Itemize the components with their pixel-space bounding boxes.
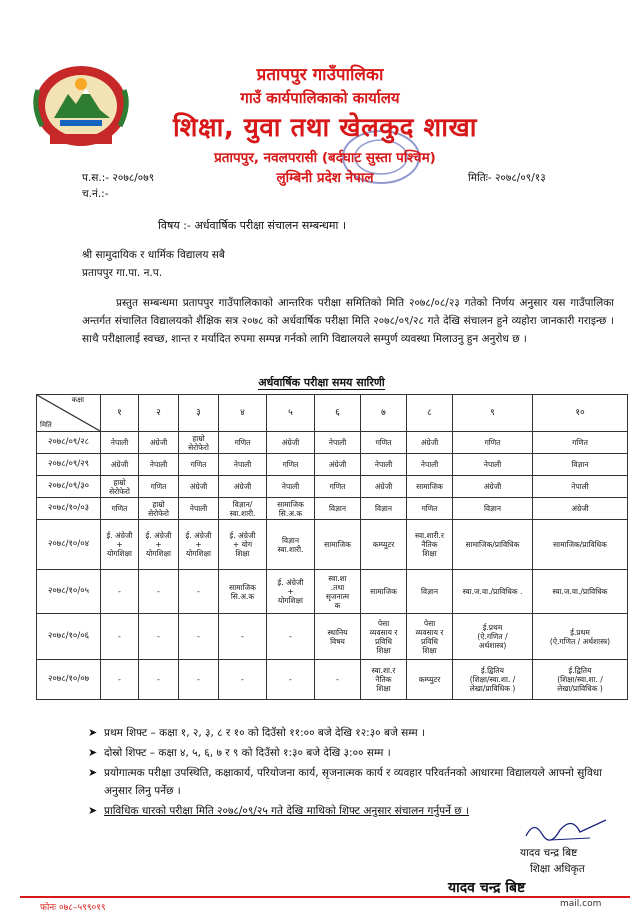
subject-cell: नेपाली [533, 476, 628, 498]
subject-cell: अंग्रेजी [407, 432, 453, 454]
subject-cell: सामाजिक [315, 520, 361, 570]
subject-cell: नेपाली [139, 454, 179, 476]
subject-cell: स्वा.शा.र नैतिक शिक्षा [361, 660, 407, 700]
signer-post: शिक्षा अधिकृत [530, 863, 585, 875]
grade-header: ८ [407, 395, 453, 432]
table-row [37, 570, 628, 614]
date-cell: २०७८/१०/०४ [37, 520, 101, 570]
date-axis-label: मिति [40, 421, 52, 429]
stamp-name: यादव चन्द्र बिष्ट [448, 880, 526, 896]
subject-cell: विज्ञान/ स्वा.शारी. [219, 498, 267, 520]
note-item: ➤ दोस्रो शिफ्ट – कक्षा ४, ५, ६, ७ र ९ को दिउँसो १:३० बजे देखि ३:०० सम्म । [88, 744, 618, 762]
subject-cell: हाम्रो सेरोफेरो [179, 432, 219, 454]
subject-cell: अंग्रेजी [101, 454, 139, 476]
table-header-row [37, 395, 628, 432]
subject-cell: अंग्रेजी [267, 432, 315, 454]
signer-name: यादव चन्द्र बिष्ट [520, 847, 578, 859]
addressee-line-1: श्री सामुदायिक र धार्मिक विद्यालय सबै [82, 249, 225, 261]
header-municipality: प्रतापपुर गाउँपालिका [256, 65, 384, 85]
grade-header: ९ [453, 395, 533, 432]
date-cell: २०७८/१०/०५ [37, 570, 101, 614]
subject-cell: गणित [179, 454, 219, 476]
subject-cell: पेसा व्यवसाय र प्रविधि शिक्षा [361, 614, 407, 660]
subject-cell: अंग्रेजी [219, 476, 267, 498]
subject-cell: गणित [533, 432, 628, 454]
subject-cell: विज्ञान [361, 498, 407, 520]
subject-cell: सामाजिक [361, 570, 407, 614]
subject-cell: स्वा.ज.वा./प्राविधिक [533, 570, 628, 614]
subject-cell: ई.द्वितिय (शिक्षा/स्वा.शा. / लेखा/प्राविधिक ) [453, 660, 533, 700]
subject-cell: नेपाली [101, 432, 139, 454]
subject-cell: नेपाली [315, 432, 361, 454]
table-row [37, 498, 628, 520]
subject-cell: सामाजिक सि.अ.क [219, 570, 267, 614]
table-row [37, 614, 628, 660]
handwritten-signature-icon [520, 810, 610, 848]
note-item: ➤ प्रथम शिफ्ट – कक्षा १, २, ३, ८ र १० को दिउँसो ११:०० बजे देखि १२:३० बजे सम्म । [88, 724, 618, 742]
note-item: ➤ प्राविधिक धारको परीक्षा मिति २०७८/०९/२५ गते देखि माथिको शिफ्ट अनुसार संचालन गर्नुपर्ने छ । [88, 802, 618, 820]
municipality-logo-icon [30, 60, 132, 152]
subject-cell: - [267, 660, 315, 700]
subject-cell: स्थानिय विषय [315, 614, 361, 660]
table-row [37, 432, 628, 454]
subject-cell: - [267, 614, 315, 660]
subject-cell: स्वा.शारी.र नैतिक शिक्षा [407, 520, 453, 570]
subject-cell: नेपाली [361, 454, 407, 476]
subject-cell: - [139, 570, 179, 614]
subject-cell: ई. अंग्रेजी + योगशिक्षा [101, 520, 139, 570]
subject-cell: कम्प्युटर [407, 660, 453, 700]
grade-header: २ [139, 395, 179, 432]
subject-cell: गणित [139, 476, 179, 498]
grade-axis-label: कक्षा [71, 396, 84, 404]
subject-cell: अंग्रेजी [315, 454, 361, 476]
dispatch-number: च.नं.:- [82, 188, 109, 200]
table-row [37, 660, 628, 700]
subject-cell: - [139, 614, 179, 660]
subject-cell: गणित [453, 432, 533, 454]
subject-cell: ई.प्रथम (ऐ.गणित / अर्थशास्त्र) [453, 614, 533, 660]
subject-cell: स्वा.शा .तथा सृजनात्म क [315, 570, 361, 614]
subject-cell: कम्प्युटर [361, 520, 407, 570]
subject-cell: सामाजिक/प्राविधिक [533, 520, 628, 570]
subject-cell: गणित [101, 498, 139, 520]
subject-cell: ई.प्रथम (ऐ.गणित / अर्थशास्त्र) [533, 614, 628, 660]
table-row [37, 476, 628, 498]
subject-cell: स्वा.ज.वा./प्राविधिक . [453, 570, 533, 614]
arrow-bullet-icon: ➤ [88, 766, 98, 779]
date-cell: २०७८/१०/०३ [37, 498, 101, 520]
subject-cell: - [139, 660, 179, 700]
grade-header: ५ [267, 395, 315, 432]
schedule-title: अर्धवार्षिक परीक्षा समय सारिणी [258, 376, 385, 389]
grade-header: १ [101, 395, 139, 432]
subject-cell: गणित [219, 432, 267, 454]
subject-cell: नेपाली [179, 498, 219, 520]
subject-cell: गणित [361, 432, 407, 454]
subject-cell: हाम्रो सेरोफेरो [139, 498, 179, 520]
subject-cell: सामाजिक [407, 476, 453, 498]
corner-header-cell [37, 395, 101, 432]
subject-cell: विज्ञान स्वा.शारी. [267, 520, 315, 570]
footer-email: mail.com [560, 899, 602, 909]
subject-cell: अंग्रेजी [139, 432, 179, 454]
subject-cell: - [101, 660, 139, 700]
subject-cell: ई.द्वितिय (शिक्षा/स्वा.शा. / लेखा/प्राविधिक ) [533, 660, 628, 700]
subject-cell: ई. अंग्रेजी + योगशिक्षा [139, 520, 179, 570]
subject-cell: - [179, 570, 219, 614]
subject-cell: ई. अंग्रेजी + योगशिक्षा [179, 520, 219, 570]
grade-header: ४ [219, 395, 267, 432]
subject-cell: - [101, 570, 139, 614]
subject-cell: गणित [407, 498, 453, 520]
subject-cell: विज्ञान [315, 498, 361, 520]
subject-cell: अंग्रेजी [361, 476, 407, 498]
header-office: गाउँ कार्यपालिकाको कार्यालय [240, 89, 400, 107]
footer-rule [20, 896, 630, 898]
subject-cell: अंग्रेजी [453, 476, 533, 498]
subject-cell: अंग्रेजी [533, 498, 628, 520]
subject-cell: अंग्रेजी [179, 476, 219, 498]
subject-cell: - [179, 660, 219, 700]
subject-cell: ई. अंग्रेजी + योग शिक्षा [219, 520, 267, 570]
reference-number: प.स.:- २०७८/०७९ [82, 172, 155, 184]
subject-cell: सामाजिक सि.अ.क [267, 498, 315, 520]
subject-cell: नेपाली [407, 454, 453, 476]
footer-phone: फोनः ०७८–५९९०१९ [40, 903, 106, 913]
arrow-bullet-icon: ➤ [88, 746, 98, 759]
subject-cell: नेपाली [267, 476, 315, 498]
date-cell: २०७८/१०/०७ [37, 660, 101, 700]
subject-cell: - [101, 614, 139, 660]
grade-header: ६ [315, 395, 361, 432]
grade-header: ७ [361, 395, 407, 432]
subject-cell: नेपाली [453, 454, 533, 476]
subject-cell: - [315, 660, 361, 700]
subject-cell: - [219, 614, 267, 660]
subject-cell: ई. अंग्रेजी + योगशिक्षा [267, 570, 315, 614]
date-cell: २०७८/०९/३० [37, 476, 101, 498]
header-province: लुम्बिनी प्रदेश नेपाल [276, 170, 374, 186]
subject-cell: विज्ञान [453, 498, 533, 520]
subject-cell: विज्ञान [407, 570, 453, 614]
subject-cell: नेपाली [219, 454, 267, 476]
header-address: प्रतापपुर, नवलपरासी (बर्दघाट सुस्ता पश्चिम) [214, 150, 436, 166]
arrow-bullet-icon: ➤ [88, 804, 98, 817]
subject-cell: - [179, 614, 219, 660]
subject-line: विषय :- अर्धवार्षिक परीक्षा संचालन सम्बन्धमा । [158, 219, 347, 232]
arrow-bullet-icon: ➤ [88, 726, 98, 739]
subject-cell: विज्ञान [533, 454, 628, 476]
date-cell: २०७८/१०/०६ [37, 614, 101, 660]
subject-cell: सामाजिक/प्राविधिक [453, 520, 533, 570]
subject-cell: गणित [315, 476, 361, 498]
table-row [37, 454, 628, 476]
subject-cell: हाम्रो सेरोफेरो [101, 476, 139, 498]
grade-header: ३ [179, 395, 219, 432]
subject-cell: पेसा व्यवसाय र प्रविधि शिक्षा [407, 614, 453, 660]
date-cell: २०७८/०९/२८ [37, 432, 101, 454]
grade-header: १० [533, 395, 628, 432]
addressee-line-2: प्रतापपुर गा.पा. न.प. [82, 267, 163, 279]
note-item: ➤ प्रयोगात्मक परीक्षा उपस्थिति, कक्षाकार्य, परियोजना कार्य, सृजनात्मक कार्य र व्यवहार परिवर्तनको आधारमा विद्यालयले आफ्नो सुविधा अनुसार लिनु पर्नेछ । [88, 766, 602, 797]
letter-date: मितिः- २०७८/०९/१३ [468, 172, 546, 184]
letter-body: प्रस्तुत सम्बन्धमा प्रतापपुर गाउँपालिकाको आन्तरिक परीक्षा समितिको मिति २०७८/०८/२३ गतेको निर्णय अनुसार यस गाउँपालिका अन्तर्गत संचालित विद्यालयको शैक्षिक सत्र २०७८ को अर्धवार्षिक परीक्षा मिति २०७८/०९/२८ गते देखि संचालन हुने व्यहोरा जानकारी गराइन्छ । साथै परीक्षालाई स्वच्छ, शान्त र मर्यादित रुपमा सम्पन्न गर्नको लागि विद्यालयले सम्पुर्ण व्यवस्था मिलाउनु हुन अनुरोध छ । [82, 297, 614, 345]
table-row [37, 520, 628, 570]
exam-schedule-table [36, 394, 628, 700]
header-section: शिक्षा, युवा तथा खेलकुद शाखा [173, 113, 477, 143]
date-cell: २०७८/०९/२९ [37, 454, 101, 476]
subject-cell: - [219, 660, 267, 700]
subject-cell: गणित [267, 454, 315, 476]
notes-list [88, 724, 618, 822]
